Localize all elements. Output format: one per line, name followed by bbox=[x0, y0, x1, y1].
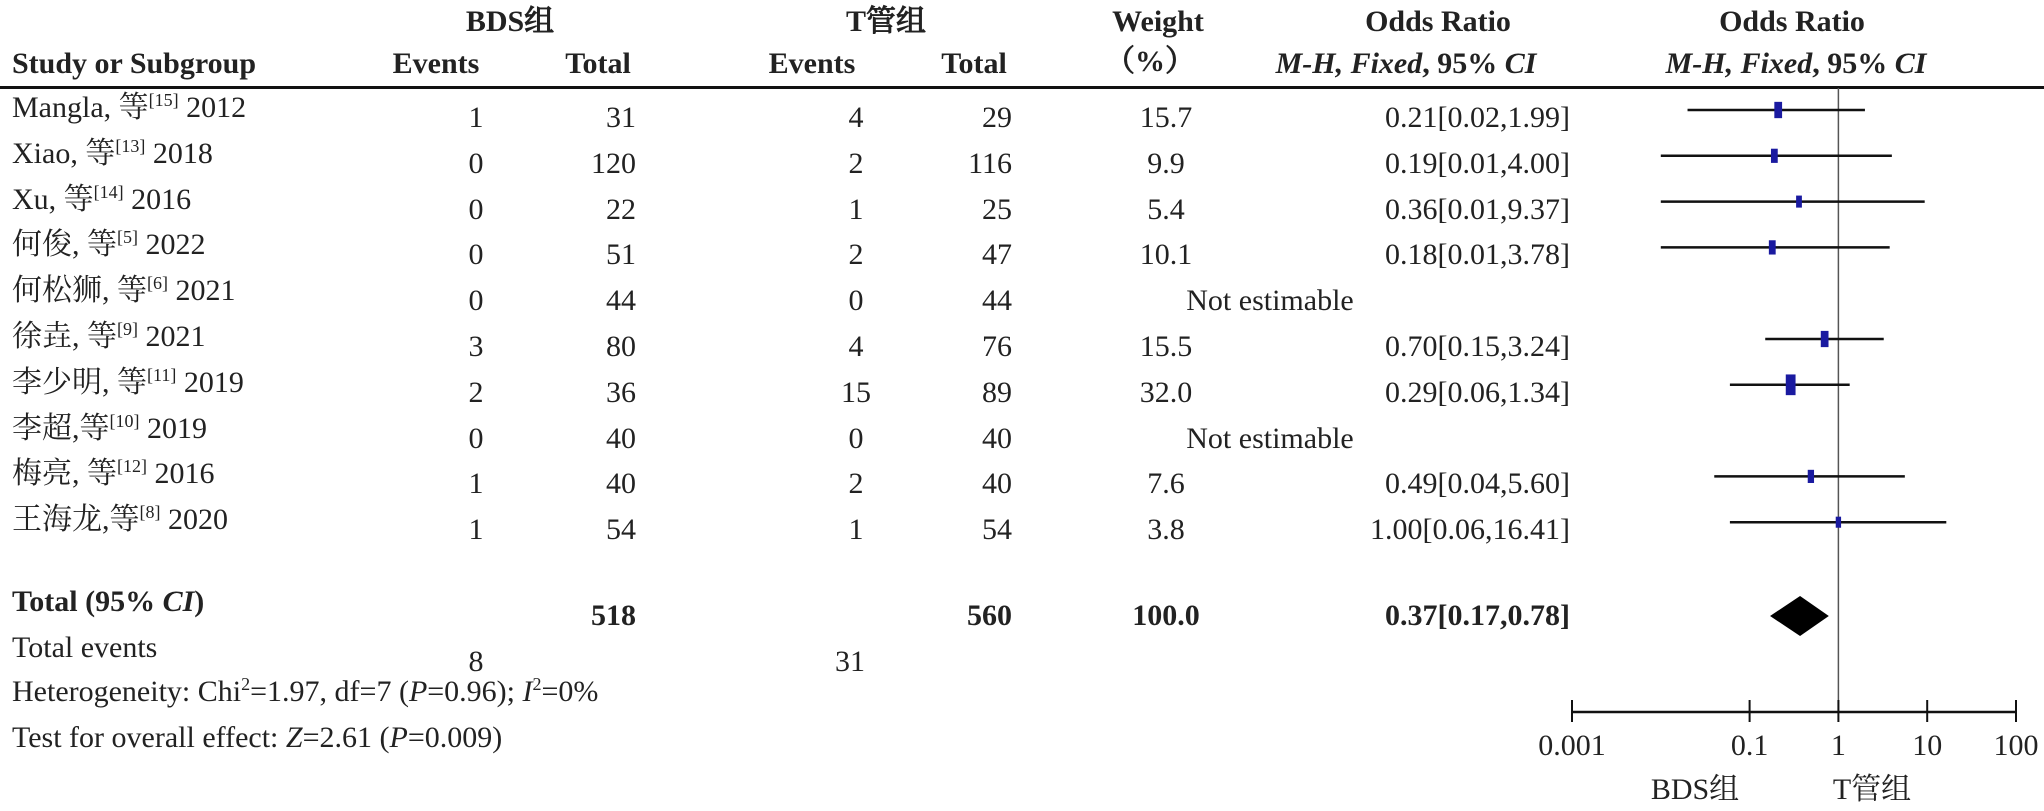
total-weight: 100.0 bbox=[1132, 599, 1200, 632]
total2-cell: 29 bbox=[982, 101, 1012, 134]
plot-method-header: M-H, Fixed, 95% CI bbox=[1665, 47, 1927, 80]
events1-column-header: Events bbox=[392, 47, 480, 80]
study-name-cell: 何俊, 等[5] 2022 bbox=[12, 227, 206, 262]
weight-cell: 7.6 bbox=[1147, 467, 1185, 501]
events1-cell: 2 bbox=[468, 375, 484, 409]
overall-effect-text: Test for overall effect: Z=2.61 (P=0.009) bbox=[12, 721, 503, 754]
point-estimate-marker bbox=[1786, 374, 1796, 395]
study-name-cell: 王海龙,等[8] 2020 bbox=[12, 502, 228, 537]
point-estimate-marker bbox=[1796, 196, 1802, 208]
x-axis bbox=[1538, 700, 2038, 762]
total1-column-header: Total bbox=[565, 47, 631, 80]
point-estimate-marker bbox=[1771, 149, 1778, 163]
total-events2: 31 bbox=[835, 645, 865, 678]
events1-cell: 0 bbox=[468, 284, 484, 318]
or-text-cell: Not estimable bbox=[1186, 284, 1354, 318]
total1-cell: 40 bbox=[606, 467, 636, 501]
weight-cell: 15.5 bbox=[1139, 330, 1193, 363]
events1-cell: 1 bbox=[468, 101, 484, 134]
total-or-text: 0.37[0.17,0.78] bbox=[1385, 599, 1570, 632]
events2-cell: 0 bbox=[848, 421, 864, 455]
total1-cell: 22 bbox=[606, 192, 636, 226]
weight-cell: 5.4 bbox=[1147, 192, 1185, 226]
total2-cell: 25 bbox=[982, 192, 1012, 226]
total2-cell: 44 bbox=[982, 284, 1012, 318]
weight-header: Weight bbox=[1112, 5, 1204, 38]
total1-cell: 36 bbox=[606, 375, 636, 409]
study-name-cell: 梅亮, 等[12] 2016 bbox=[12, 456, 215, 491]
total1-cell: 31 bbox=[606, 101, 636, 134]
total2-cell: 47 bbox=[982, 238, 1012, 272]
events2-cell: 4 bbox=[848, 101, 864, 134]
or-text-cell: 1.00[0.06,16.41] bbox=[1370, 513, 1570, 547]
x-tick-label: 0.001 bbox=[1538, 729, 1606, 762]
total2-cell: 54 bbox=[982, 513, 1012, 547]
events2-cell: 2 bbox=[848, 238, 864, 272]
weight-cell: 32.0 bbox=[1139, 375, 1193, 409]
or-text-cell: 0.29[0.06,1.34] bbox=[1385, 375, 1570, 409]
events2-cell: 0 bbox=[848, 284, 864, 318]
events1-cell: 1 bbox=[468, 513, 484, 547]
total2-value: 560 bbox=[967, 599, 1012, 632]
total1-cell: 120 bbox=[591, 146, 636, 180]
pooled-diamond bbox=[1770, 596, 1829, 636]
events2-cell: 1 bbox=[848, 192, 864, 226]
x-tick-label: 0.1 bbox=[1730, 729, 1769, 762]
total2-cell: 40 bbox=[982, 467, 1012, 501]
odds-ratio-header: Odds Ratio bbox=[1365, 5, 1511, 38]
events1-cell: 0 bbox=[468, 192, 484, 226]
total-label: Total (95% CI) bbox=[12, 585, 205, 618]
study-column-header: Study or Subgroup bbox=[12, 47, 257, 80]
total2-cell: 116 bbox=[968, 146, 1012, 180]
weight-cell: 9.9 bbox=[1147, 146, 1185, 180]
favours-left-label: BDS组 bbox=[1650, 773, 1740, 806]
total-events-label: Total events bbox=[12, 631, 158, 664]
total1-cell: 44 bbox=[606, 284, 636, 318]
events1-cell: 0 bbox=[468, 238, 484, 272]
study-name-cell: 李少明, 等[11] 2019 bbox=[12, 364, 244, 399]
x-tick-label: 1 bbox=[1830, 729, 1846, 762]
total-events1: 8 bbox=[468, 645, 484, 678]
or-text-cell: 0.70[0.15,3.24] bbox=[1385, 330, 1570, 363]
x-tick-label: 10 bbox=[1912, 729, 1943, 762]
events2-cell: 15 bbox=[841, 375, 871, 409]
total1-cell: 80 bbox=[606, 330, 636, 363]
total1-cell: 54 bbox=[606, 513, 636, 547]
events2-cell: 4 bbox=[848, 330, 864, 363]
total1-cell: 40 bbox=[606, 421, 636, 455]
total1-value: 518 bbox=[591, 599, 636, 632]
group2-header: T管组 bbox=[845, 5, 927, 38]
point-estimate-marker bbox=[1774, 102, 1782, 118]
group1-header: BDS组 bbox=[465, 5, 555, 38]
events2-cell: 2 bbox=[848, 146, 864, 180]
events1-cell: 0 bbox=[468, 146, 484, 180]
study-name-cell: Mangla, 等[15] 2012 bbox=[12, 90, 247, 124]
weight-cell: 3.8 bbox=[1147, 513, 1185, 547]
weight-cell: 10.1 bbox=[1139, 238, 1193, 272]
plot-odds-ratio-header: Odds Ratio bbox=[1719, 5, 1865, 38]
events1-cell: 3 bbox=[468, 330, 484, 363]
study-name-cell: Xiao, 等[13] 2018 bbox=[12, 135, 213, 170]
total2-column-header: Total bbox=[941, 47, 1007, 80]
or-method-header: M-H, Fixed, 95% CI bbox=[1275, 47, 1537, 80]
or-text-cell: 0.36[0.01,9.37] bbox=[1385, 192, 1570, 226]
point-estimate-marker bbox=[1769, 240, 1776, 254]
events1-cell: 0 bbox=[468, 421, 484, 455]
study-name-cell: 李超,等[10] 2019 bbox=[12, 410, 207, 445]
total1-cell: 51 bbox=[606, 238, 636, 272]
events2-cell: 2 bbox=[848, 467, 864, 501]
x-tick-label: 100 bbox=[1993, 729, 2039, 762]
plot-marks bbox=[1661, 88, 1947, 712]
weight-unit-header: （%） bbox=[1105, 45, 1195, 78]
weight-cell: 15.7 bbox=[1139, 101, 1193, 134]
or-text-cell: Not estimable bbox=[1186, 421, 1354, 455]
point-estimate-marker bbox=[1836, 517, 1841, 528]
or-text-cell: 0.21[0.02,1.99] bbox=[1385, 101, 1570, 134]
total2-cell: 89 bbox=[982, 375, 1012, 409]
study-name-cell: Xu, 等[14] 2016 bbox=[12, 181, 192, 216]
or-text-cell: 0.49[0.04,5.60] bbox=[1385, 467, 1570, 501]
or-text-cell: 0.18[0.01,3.78] bbox=[1385, 238, 1570, 272]
events2-cell: 1 bbox=[848, 513, 864, 547]
or-text-cell: 0.19[0.01,4.00] bbox=[1385, 146, 1570, 180]
total2-cell: 76 bbox=[982, 330, 1012, 363]
study-name-cell: 徐垚, 等[9] 2021 bbox=[12, 319, 206, 353]
total2-cell: 40 bbox=[982, 421, 1012, 455]
favours-right-label: T管组 bbox=[1832, 773, 1912, 806]
events2-column-header: Events bbox=[768, 47, 856, 80]
point-estimate-marker bbox=[1808, 470, 1814, 483]
heterogeneity-text: Heterogeneity: Chi$^2$=1.97, df=7 (P=0.96); $I^2=0\%$ bbox=[12, 674, 599, 708]
events1-cell: 1 bbox=[468, 467, 484, 501]
study-name-cell: 何松狮, 等[6] 2021 bbox=[12, 273, 236, 308]
point-estimate-marker bbox=[1821, 331, 1829, 347]
